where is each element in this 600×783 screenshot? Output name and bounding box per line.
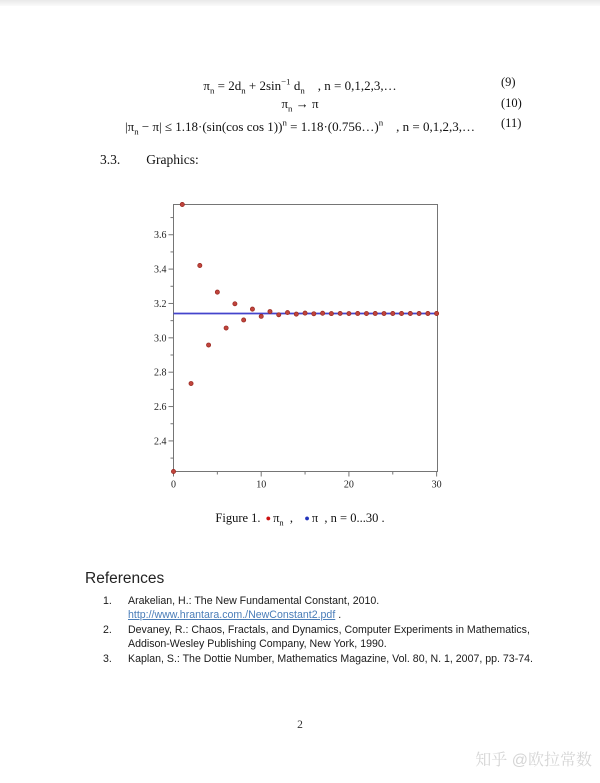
section-heading	[100, 152, 199, 168]
red-dot-marker-icon: ●	[265, 513, 272, 523]
caption-separator: ,	[283, 511, 303, 525]
svg-text:2.8: 2.8	[154, 367, 167, 379]
series1-label: $\pi_n$	[273, 511, 284, 528]
figure-caption-suffix: , n = 0...30 .	[318, 511, 385, 525]
pi-convergence-chart	[140, 194, 460, 494]
reference-item-1	[103, 594, 539, 623]
reference-2-text: Devaney, R.: Chaos, Fractals, and Dynamics, Computer Experiments in Mathematics, Addison-Wesley Publishing Company, New York, 1990.	[128, 624, 530, 651]
svg-text:2.6: 2.6	[154, 402, 167, 414]
svg-text:3.2: 3.2	[154, 298, 167, 310]
reference-1-link-suffix: .	[335, 609, 342, 622]
watermark: 知乎 @欧拉常数	[475, 752, 592, 769]
reference-3-text: Kaplan, S.: The Dottie Number, Mathematics Magazine, Vol. 80, N. 1, 2007, pp. 73-74.	[128, 653, 533, 666]
svg-text:20: 20	[343, 479, 354, 491]
svg-text:3.0: 3.0	[154, 333, 167, 345]
series2-label: π	[311, 511, 319, 525]
figure-caption-prefix: Figure 1.	[215, 511, 264, 525]
reference-3-number: 3.	[103, 653, 112, 666]
references-list	[103, 594, 539, 667]
svg-text:0: 0	[171, 479, 176, 491]
reference-item-3	[103, 652, 539, 666]
reference-1-link[interactable]: http://www.hrantara.com./NewConstant2.pdf	[128, 609, 336, 622]
page-number: 2	[297, 719, 303, 731]
reference-item-2	[103, 623, 539, 652]
equation-9-formula: $\pi_n = 2d_n + 2\sin^{-1}$ $d_n$ , n = 0,1,2,3,…	[203, 77, 397, 96]
equation-11-formula: $|\pi_n - \pi| \le 1.18\cdot(\sin(\cos$ cos 1))$^n$ = 1.18·(0.756…)$^n$ , n = 0,1,2,3,…	[125, 118, 475, 137]
svg-text:2.4: 2.4	[154, 436, 167, 448]
equation-9-number: (9)	[501, 75, 516, 89]
reference-1-number: 1.	[103, 595, 112, 607]
equation-11-number: (11)	[501, 116, 522, 130]
figure-caption	[0, 511, 600, 528]
reference-1-body	[128, 594, 539, 623]
equation-10-formula: $\pi_n \to \pi$	[281, 96, 319, 114]
reference-1-text: Arakelian, H.: The New Fundamental Constant, 2010.	[128, 595, 380, 607]
reference-2-number: 2.	[103, 624, 112, 637]
equation-10-number: (10)	[501, 96, 522, 110]
svg-text:10: 10	[256, 479, 267, 491]
section-number: 3.3.	[100, 152, 121, 167]
references-heading: References	[85, 570, 165, 587]
svg-text:30: 30	[431, 479, 442, 491]
page-top-edge	[0, 0, 600, 6]
section-title: Graphics:	[146, 152, 199, 167]
equation-11	[0, 115, 600, 141]
svg-text:3.4: 3.4	[154, 264, 167, 276]
blue-dot-marker-icon: ●	[304, 513, 310, 523]
svg-text:3.6: 3.6	[154, 230, 167, 242]
